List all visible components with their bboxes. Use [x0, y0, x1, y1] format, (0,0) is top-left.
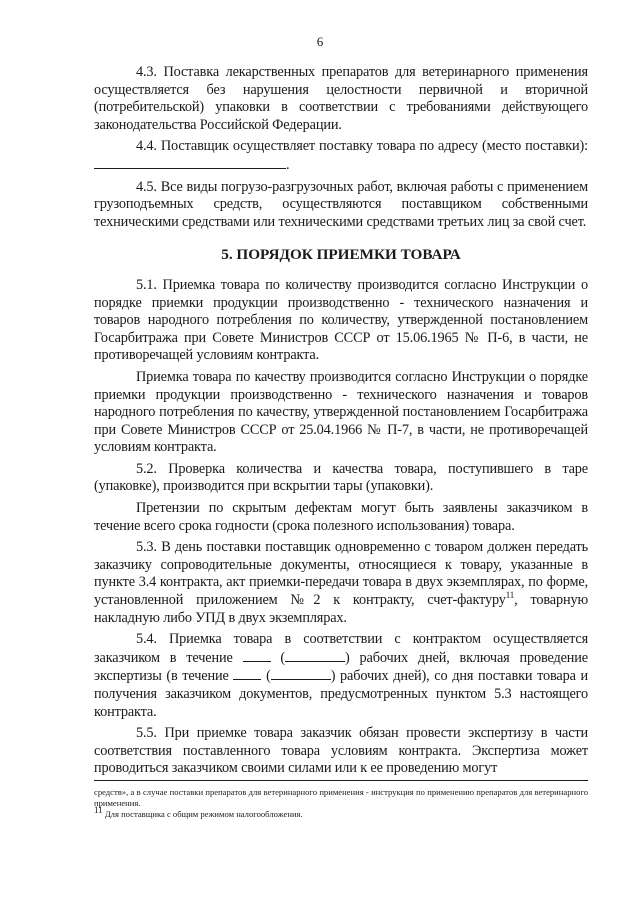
paragraph-5-4-text-2: (	[270, 649, 286, 666]
paragraph-4-4-text: 4.4. Поставщик осуществляет поставку товара по адресу (место поставки):	[136, 138, 588, 155]
acceptance-days-words-blank	[285, 649, 345, 662]
paragraph-5-4-text-3: ) рабочих дней, включая проведение экспертизы (в течение	[94, 649, 588, 685]
paragraph-5-4-text-4: (	[261, 668, 271, 685]
footnote-divider	[94, 780, 588, 781]
paragraph-5-1: 5.1. Приемка товара по количеству производится согласно Инструкции о порядке приемки продукции производственно - технического назначения и товаров народного потребления по количеству, утвержденной постановлением Госарбитража при Совете Министров СССР от 15.06.1965 № П-6, в части, не противоречащей условиям контракта.	[94, 276, 588, 364]
paragraph-5-4-text-1: 5.4. Приемка товара в соответствии с контрактом осуществляется заказчиком в течение	[94, 631, 588, 666]
paragraph-4-5: 4.5. Все виды погрузо-разгрузочных работ, включая работы с применением грузоподъемных средств, осуществляются поставщиком собственными техническими средствами или техническими средствами третьих лиц за свой счет.	[94, 178, 588, 230]
document-body	[94, 64, 588, 782]
footnote-11-text: Для поставщика с общим режимом налогообложения.	[102, 809, 303, 820]
expertise-days-words-blank	[271, 667, 331, 680]
paragraph-5-4-text-5: ) рабочих дней), со дня поставки товара и получения заказчиком документов, предусмотренных пунктом 5.3 настоящего контракта.	[94, 668, 588, 720]
page-number: 6	[316, 34, 324, 49]
footnote-11	[94, 805, 588, 820]
paragraph-5-2: 5.2. Проверка количества и качества товара, поступившего в таре (упаковке), производится при вскрытии тары (упаковки).	[94, 460, 588, 495]
section-5-heading: 5. ПОРЯДОК ПРИЕМКИ ТОВАРА	[221, 246, 461, 264]
acceptance-days-blank	[243, 649, 271, 662]
paragraph-5-1-quality: Приемка товара по качеству производится согласно Инструкции о порядке приемки продукции производственно - технического назначения и товаров народного потребления по качеству, утвержденной постановлением Госарбитража при Совете Министров СССР от 25.04.1966 № П-7, в части, не противоречащей условиям контракта.	[94, 368, 588, 456]
footnote-ref-11: 11	[505, 590, 515, 601]
footnote-11-mark: 11	[94, 805, 103, 816]
paragraph-5-4	[94, 631, 588, 721]
footnotes	[94, 780, 588, 821]
paragraph-5-5: 5.5. При приемке товара заказчик обязан провести экспертизу в части соответствия поставленного товара условиям контракта. Экспертиза может проводиться заказчиком своими силами или к ее проведению могут	[94, 725, 588, 777]
paragraph-4-4-end: .	[286, 156, 290, 173]
paragraph-5-3-text-end: , товарную накладную либо УПД в двух экземплярах.	[94, 592, 588, 626]
paragraph-5-2-claims: Претензии по скрытым дефектам могут быть заявлены заказчиком в течение всего срока годности (срока полезного использования) товара.	[94, 500, 588, 534]
paragraph-5-3-text: 5.3. В день поставки поставщик одновременно с товаром должен передать заказчику сопроводительные документы, относящиеся к товару, указанные в пункте 3.4 контракта, акт приемки-передачи товара в двух экземплярах, по форме, установленной приложением №2 к контракту, счет-фактуру	[94, 539, 588, 609]
paragraph-4-4	[94, 138, 588, 174]
delivery-address-blank	[94, 156, 286, 169]
paragraph-5-3	[94, 539, 588, 627]
expertise-days-blank	[233, 667, 261, 680]
footnote-continuation: средств», а в случае поставки препаратов для ветеринарного применения - инструкция по применению препаратов для ветеринарного применения.	[94, 787, 588, 809]
paragraph-4-3: 4.3. Поставка лекарственных препаратов для ветеринарного применения осуществляется без нарушения целостности первичной и вторичной (потребительской) упаковки в соответствии с требованиями действующего законодательства Российской Федерации.	[94, 64, 588, 133]
